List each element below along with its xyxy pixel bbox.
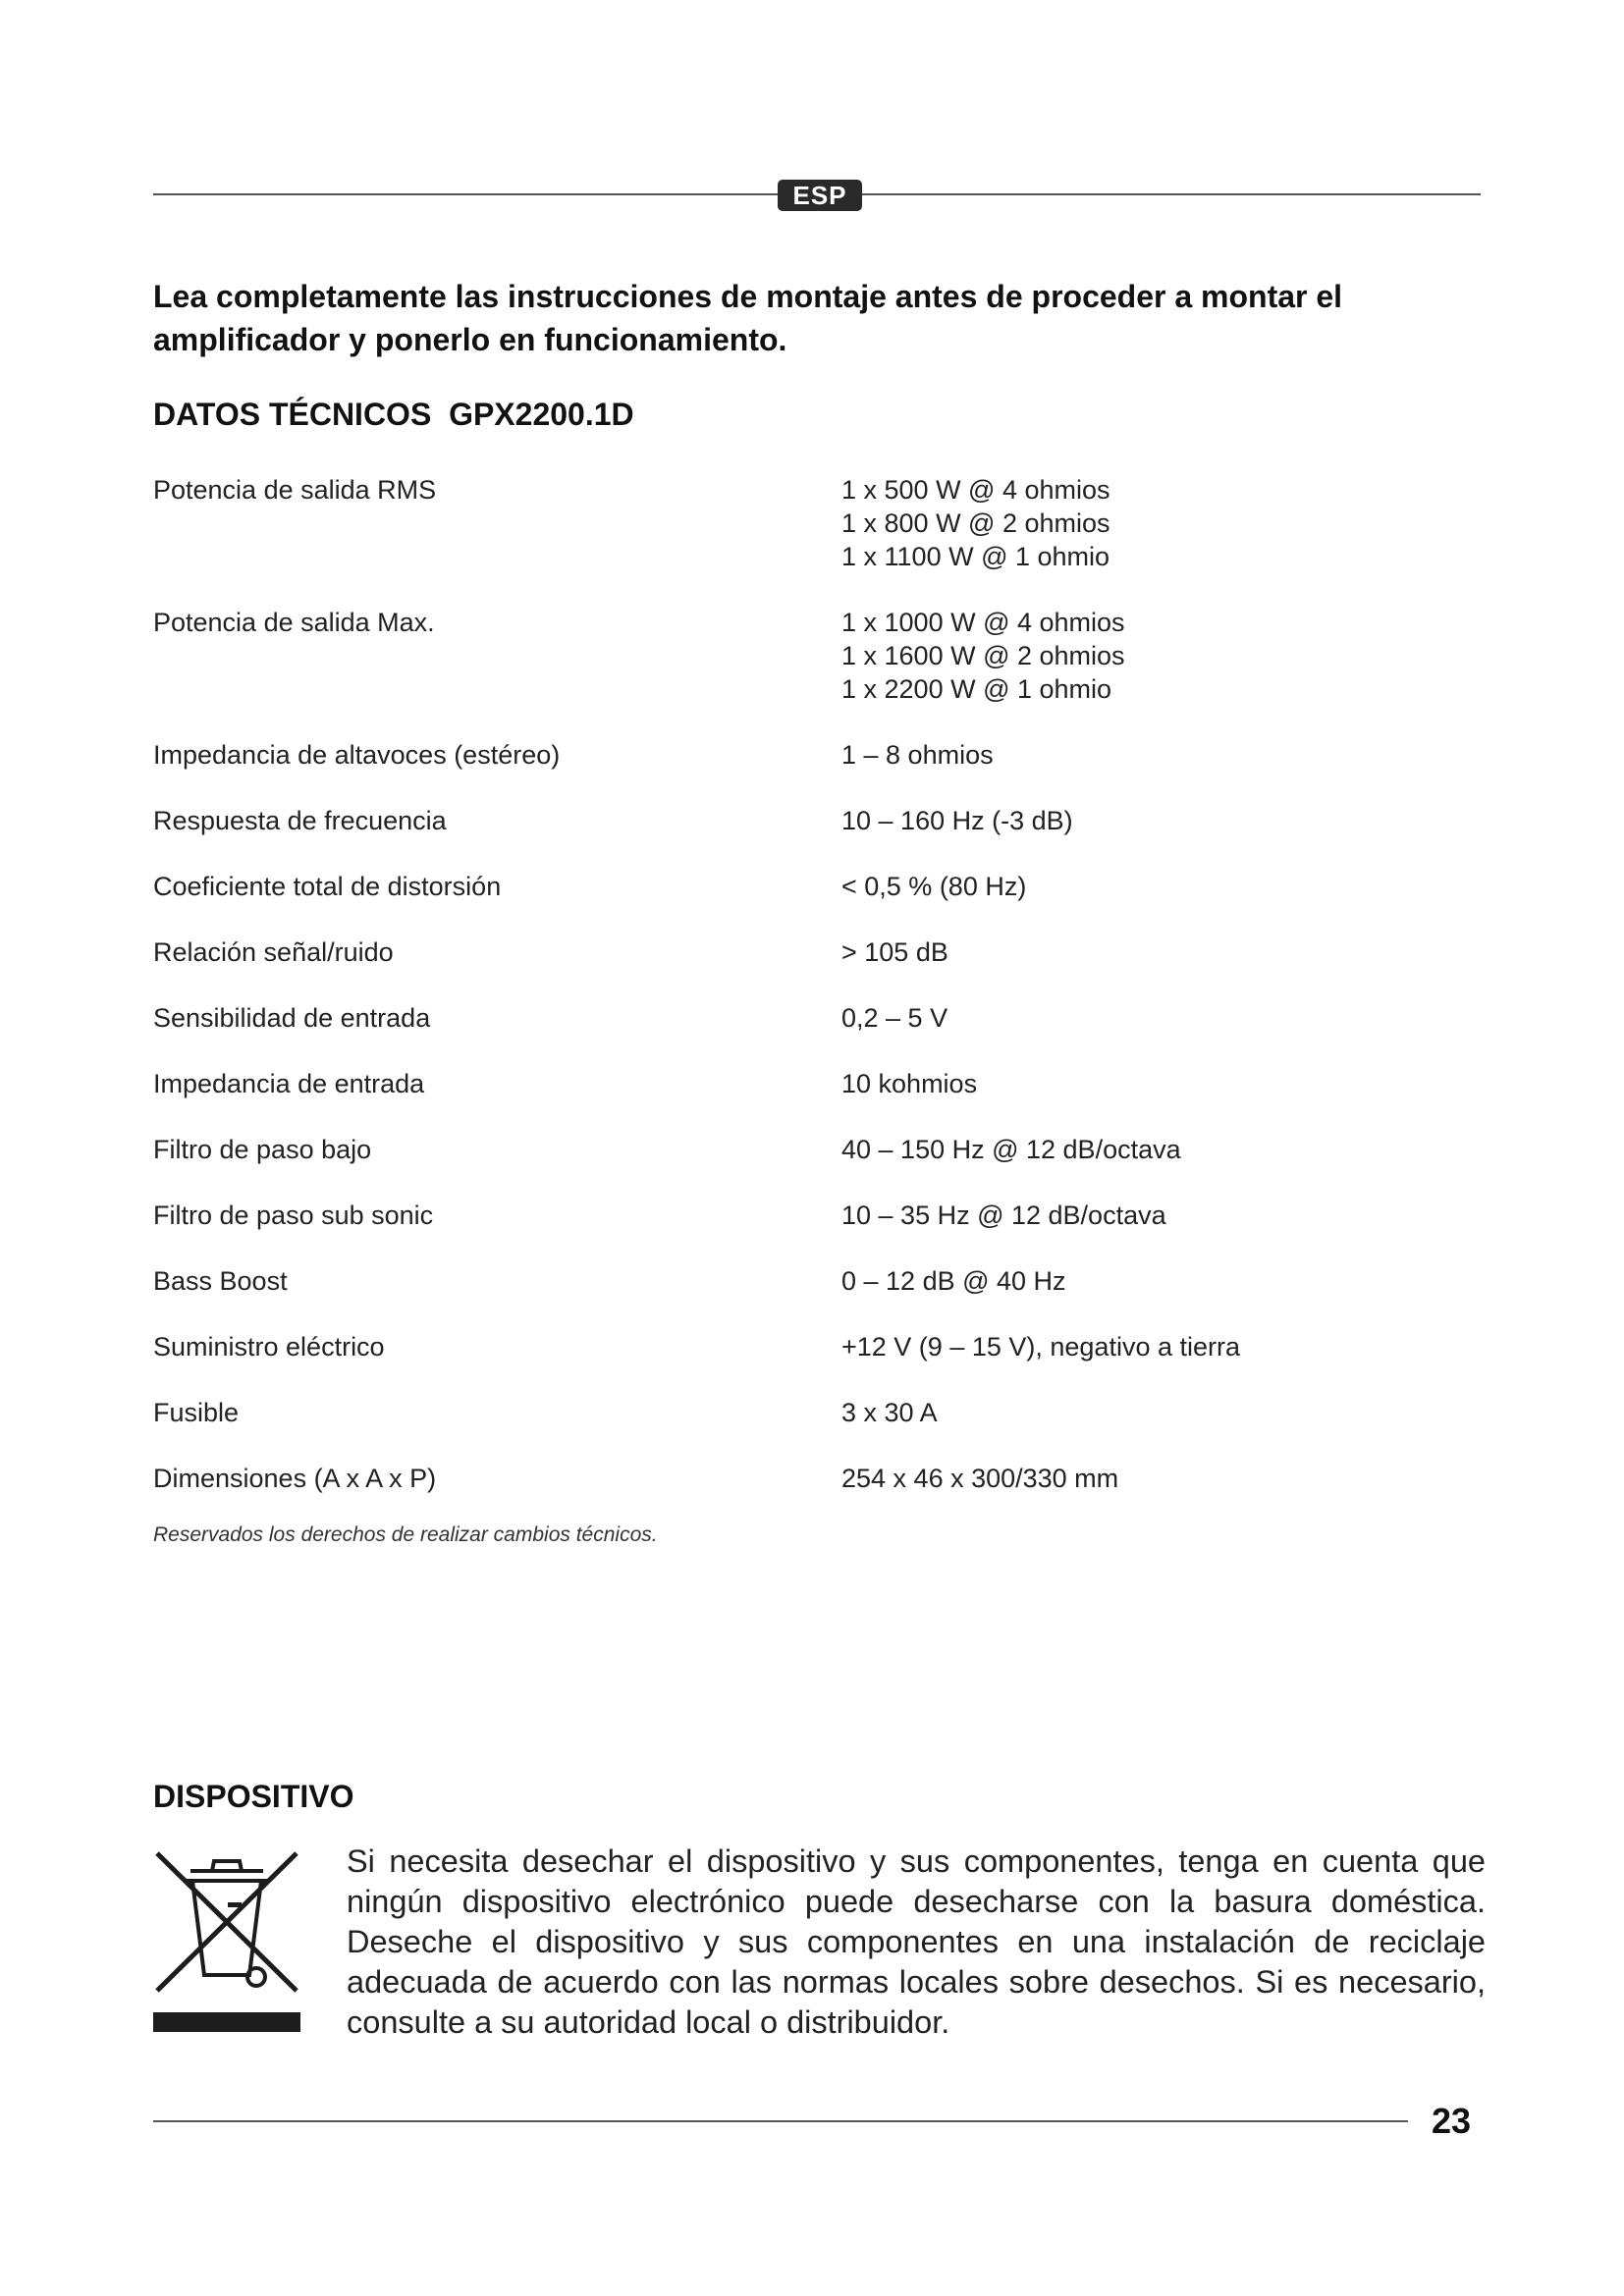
spec-value: < 0,5 % (80 Hz) <box>841 872 1027 901</box>
spec-value: > 105 dB <box>841 937 948 967</box>
spec-row <box>153 1462 1331 1495</box>
spec-label: Potencia de salida Max. <box>153 608 435 637</box>
spec-row <box>153 738 1331 772</box>
spec-value: 1 x 2200 W @ 1 ohmio <box>841 674 1112 704</box>
spec-row <box>153 1264 1331 1298</box>
spec-values <box>841 1001 1331 1035</box>
spec-values <box>841 935 1331 969</box>
spec-value: 0,2 – 5 V <box>841 1003 948 1033</box>
spec-row <box>153 1396 1331 1429</box>
spec-values <box>841 1264 1331 1298</box>
spec-value: 10 kohmios <box>841 1069 978 1098</box>
spec-row <box>153 1001 1331 1035</box>
spec-row <box>153 1199 1331 1232</box>
weee-crossed-bin-icon <box>153 1847 300 2034</box>
spec-values <box>841 606 1331 706</box>
language-tab: ESP <box>778 180 862 211</box>
footer-rule <box>153 2120 1408 2122</box>
spec-label: Potencia de salida RMS <box>153 475 437 505</box>
disposal-heading: DISPOSITIVO <box>153 1779 354 1814</box>
spec-values <box>841 1199 1331 1232</box>
spec-value: 1 x 1100 W @ 1 ohmio <box>841 542 1110 571</box>
spec-value: 1 – 8 ohmios <box>841 740 994 770</box>
spec-values <box>841 1133 1331 1166</box>
spec-value: 10 – 160 Hz (-3 dB) <box>841 806 1073 835</box>
spec-label: Respuesta de frecuencia <box>153 806 447 835</box>
spec-row <box>153 1133 1331 1166</box>
spec-row <box>153 606 1331 706</box>
spec-label: Filtro de paso sub sonic <box>153 1201 434 1230</box>
spec-label: Fusible <box>153 1398 240 1427</box>
spec-value: 1 x 500 W @ 4 ohmios <box>841 475 1110 505</box>
spec-row <box>153 1067 1331 1100</box>
spec-values <box>841 738 1331 772</box>
spec-value: 1 x 800 W @ 2 ohmios <box>841 508 1110 538</box>
spec-values <box>841 870 1331 903</box>
spec-value: 40 – 150 Hz @ 12 dB/octava <box>841 1135 1181 1164</box>
spec-label: Dimensiones (A x A x P) <box>153 1464 437 1493</box>
spec-label: Relación señal/ruido <box>153 937 394 967</box>
spec-label: Suministro eléctrico <box>153 1332 385 1362</box>
spec-row <box>153 804 1331 837</box>
spec-label: Sensibilidad de entrada <box>153 1003 431 1033</box>
disposal-text: Si necesita desechar el dispositivo y sus componentes, tenga en cuenta que ningún dispositivo electrónico puede desecharse con la basura doméstica. Deseche el dispositivo y sus componentes en una instalación de reciclaje adecuada de acuerdo con las normas locales sobre desechos. Si es necesario, consulte a su autoridad local o distribuidor. <box>347 1843 1486 2040</box>
intro-text: Lea completamente las instrucciones de montaje antes de proceder a montar el amplificador y ponerlo en funcionamiento. <box>153 279 1343 357</box>
spec-value: 1 x 1600 W @ 2 ohmios <box>841 641 1125 670</box>
spec-value: 0 – 12 dB @ 40 Hz <box>841 1266 1066 1296</box>
spec-values <box>841 804 1331 837</box>
spec-label: Filtro de paso bajo <box>153 1135 372 1164</box>
spec-label: Impedancia de entrada <box>153 1069 425 1098</box>
spec-row <box>153 935 1331 969</box>
page-number: 23 <box>1432 2101 1472 2141</box>
spec-value: 1 x 1000 W @ 4 ohmios <box>841 608 1125 637</box>
spec-label: Coeficiente total de distorsión <box>153 872 502 901</box>
specs-title: DATOS TÉCNICOS GPX2200.1D <box>153 397 634 432</box>
specs-table <box>153 473 1331 1527</box>
spec-values <box>841 1330 1331 1363</box>
spec-value: 10 – 35 Hz @ 12 dB/octava <box>841 1201 1166 1230</box>
spec-value: +12 V (9 – 15 V), negativo a tierra <box>841 1332 1240 1362</box>
spec-row <box>153 870 1331 903</box>
spec-values <box>841 1462 1331 1495</box>
spec-label: Bass Boost <box>153 1266 288 1296</box>
spec-value: 3 x 30 A <box>841 1398 938 1427</box>
spec-row <box>153 1330 1331 1363</box>
spec-values <box>841 1067 1331 1100</box>
spec-row <box>153 473 1331 573</box>
spec-value: 254 x 46 x 300/330 mm <box>841 1464 1119 1493</box>
spec-values <box>841 1396 1331 1429</box>
spec-label: Impedancia de altavoces (estéreo) <box>153 740 561 770</box>
spec-values <box>841 473 1331 573</box>
footnote: Reservados los derechos de realizar cambios técnicos. <box>153 1523 658 1546</box>
